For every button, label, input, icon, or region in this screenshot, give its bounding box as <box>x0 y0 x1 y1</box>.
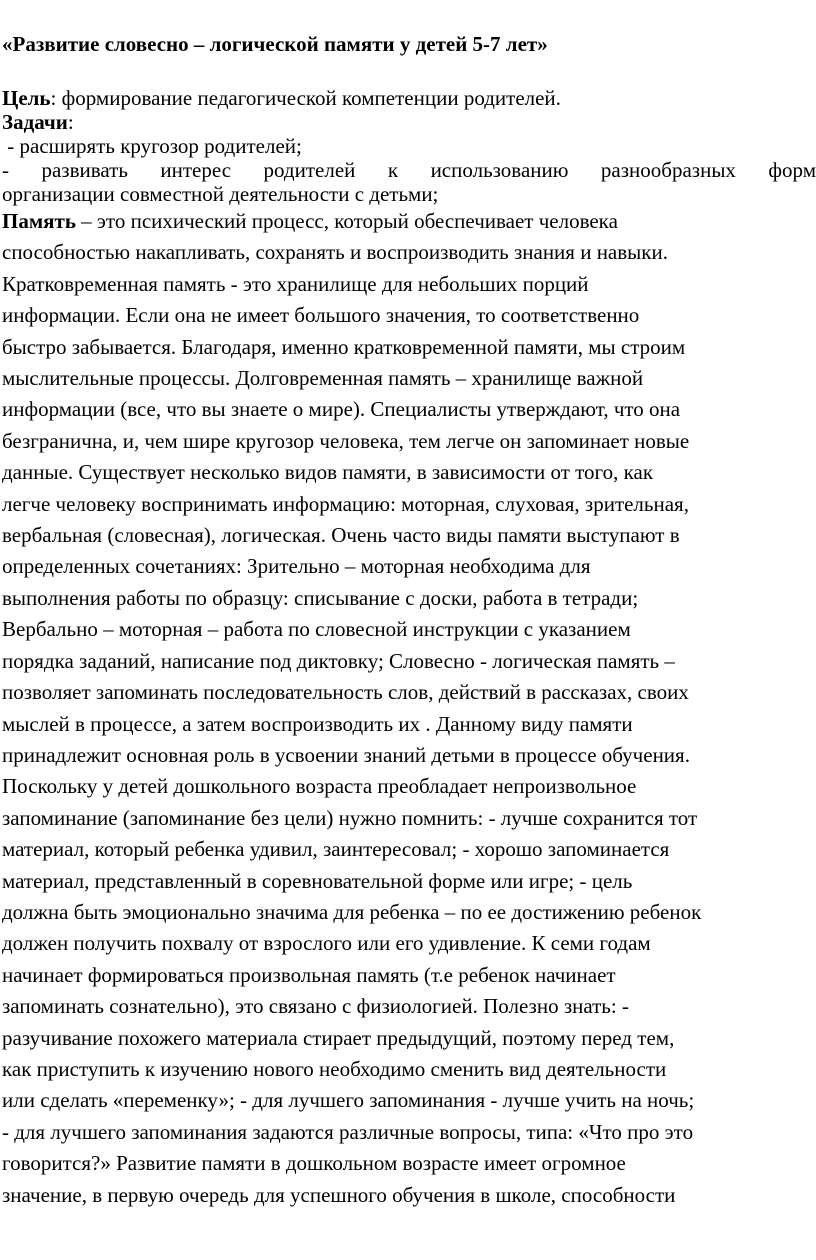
memory-line: порядка заданий, написание под диктовку; Словесно - логическая память – <box>2 648 675 673</box>
memory-line <box>2 206 816 237</box>
memory-line: безгранична, и, чем шире кругозор человека, тем легче он запоминает новые <box>2 428 690 453</box>
memory-paragraph <box>2 206 816 1211</box>
goal-line <box>2 86 816 110</box>
task-item-2: - развивать интерес родителей к использованию разнообразных форм <box>2 158 816 182</box>
memory-line: информации. Если она не имеет большого значения, то соответственно <box>2 303 640 328</box>
memory-line: легче человеку воспринимать информацию: моторная, слуховая, зрительная, <box>2 491 689 516</box>
memory-line: материал, который ребенка удивил, заинтересовал; - хорошо запоминается <box>2 837 670 862</box>
memory-line: вербальная (словесная), логическая. Очень часто виды памяти выступают в <box>2 523 680 548</box>
memory-line: принадлежит основная роль в усвоении знаний детьми в процессе обучения. <box>2 742 690 767</box>
memory-line: запоминание (запоминание без цели) нужно помнить: - лучше сохранится тот <box>2 805 698 830</box>
goal-label: Цель <box>2 86 51 110</box>
memory-line: способностью накапливать, сохранять и воспроизводить знания и навыки. <box>2 240 668 265</box>
memory-line: как приступить к изучению нового необходимо сменить вид деятельности <box>2 1056 667 1081</box>
memory-line: информации (все, что вы знаете о мире). Специалисты утверждают, что она <box>2 397 681 422</box>
memory-line: должен получить похвалу от взрослого или его удивление. К семи годам <box>2 931 651 956</box>
memory-line: материал, представленный в соревновательной форме или игре; - цель <box>2 868 633 893</box>
memory-line: мыслительные процессы. Долговременная память – хранилище важной <box>2 366 644 391</box>
tasks-heading <box>2 110 816 134</box>
memory-line: разучивание похожего материала стирает предыдущий, поэтому перед тем, <box>2 1025 675 1050</box>
memory-line: Вербально – моторная – работа по словесной инструкции с указанием <box>2 617 631 642</box>
memory-line-text: – это психический процесс, который обеспечивает человека <box>75 209 618 233</box>
memory-line: данные. Существует несколько видов памяти, в зависимости от того, как <box>2 460 654 485</box>
memory-label: Память <box>2 209 76 233</box>
memory-line: определенных сочетаниях: Зрительно – моторная необходима для <box>2 554 591 579</box>
memory-line: позволяет запоминать последовательность слов, действий в рассказах, своих <box>2 680 689 705</box>
memory-line: должна быть эмоционально значима для ребенка – по ее достижению ребенок <box>2 899 702 924</box>
task-item-2-continued: организации совместной деятельности с детьми; <box>2 182 439 206</box>
memory-line: выполнения работы по образцу: списывание с доски, работа в тетради; <box>2 585 639 610</box>
memory-line: мыслей в процессе, а затем воспроизводить их . Данному виду памяти <box>2 711 633 736</box>
document-title: «Развитие словесно – логической памяти у детей 5-7 лет» <box>2 32 548 56</box>
memory-line: или сделать «переменку»; - для лучшего запоминания - лучше учить на ночь; <box>2 1088 695 1113</box>
memory-line: запоминать сознательно), это связано с физиологией. Полезно знать: - <box>2 994 629 1019</box>
memory-line: Кратковременная память - это хранилище для небольших порций <box>2 271 589 296</box>
goal-text: : формирование педагогической компетенции родителей. <box>50 86 561 110</box>
task-item-1: - расширять кругозор родителей; <box>2 134 302 158</box>
memory-line: - для лучшего запоминания задаются различные вопросы, типа: «Что про это <box>2 1119 694 1144</box>
memory-line: начинает формироваться произвольная память (т.е ребенок начинает <box>2 962 616 987</box>
memory-line: говорится?» Развитие памяти в дошкольном возрасте имеет огромное <box>2 1151 626 1176</box>
tasks-colon: : <box>67 110 74 134</box>
memory-line: быстро забывается. Благодаря, именно кратковременной памяти, мы строим <box>2 334 686 359</box>
memory-line: значение, в первую очередь для успешного обучения в школе, способности <box>2 1182 676 1207</box>
tasks-label: Задачи <box>2 110 68 134</box>
memory-line: Поскольку у детей дошкольного возраста преобладает непроизвольное <box>2 774 637 799</box>
